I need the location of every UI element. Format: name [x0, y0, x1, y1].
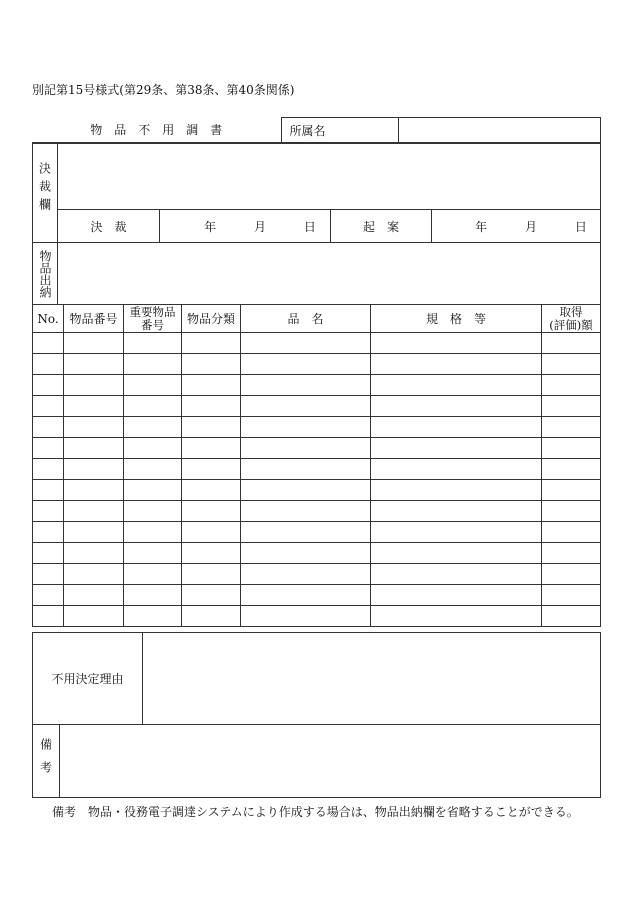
- draft-day-label: 日: [574, 219, 587, 234]
- cell-classification[interactable]: [182, 480, 241, 501]
- cell-no[interactable]: [33, 459, 64, 480]
- cell-item-name[interactable]: [241, 438, 371, 459]
- cell-classification[interactable]: [182, 417, 241, 438]
- remarks-label: 備考: [33, 725, 60, 798]
- cell-item-number[interactable]: [64, 459, 124, 480]
- cell-no[interactable]: [33, 438, 64, 459]
- cell-acquisition-value[interactable]: [542, 501, 601, 522]
- draft-month-label: 月: [524, 219, 537, 234]
- cell-item-name[interactable]: [241, 333, 371, 354]
- decision-month-label: 月: [253, 219, 266, 234]
- reason-field[interactable]: [143, 633, 601, 725]
- cell-important-item-number[interactable]: [124, 480, 182, 501]
- table-row: [33, 522, 601, 543]
- footnote: 備考 物品・役務電子調達システムにより作成する場合は、物品出納欄を省略することができる。: [52, 805, 579, 819]
- decision-year-label: 年: [204, 219, 217, 234]
- cell-specifications[interactable]: [371, 417, 542, 438]
- table-row: [33, 501, 601, 522]
- decision-block: [32, 143, 601, 305]
- table-row: [33, 417, 601, 438]
- cell-specifications[interactable]: [371, 501, 542, 522]
- cell-item-name[interactable]: [241, 501, 371, 522]
- cell-important-item-number[interactable]: [124, 354, 182, 375]
- cell-item-name[interactable]: [241, 396, 371, 417]
- draft-year-label: 年: [475, 219, 488, 234]
- header-specifications: 規 格 等: [371, 305, 542, 333]
- cell-important-item-number[interactable]: [124, 585, 182, 606]
- cell-specifications[interactable]: [371, 480, 542, 501]
- cell-no[interactable]: [33, 354, 64, 375]
- cell-specifications[interactable]: [371, 543, 542, 564]
- disbursement-area[interactable]: [58, 243, 601, 305]
- cell-item-number[interactable]: [64, 396, 124, 417]
- remarks-field[interactable]: [60, 725, 601, 798]
- affiliation-field[interactable]: [398, 118, 600, 143]
- table-row: [33, 375, 601, 396]
- cell-classification[interactable]: [182, 396, 241, 417]
- header-acquisition-value: 取得 (評価)額: [542, 305, 601, 333]
- cell-item-number[interactable]: [64, 564, 124, 585]
- cell-important-item-number[interactable]: [124, 333, 182, 354]
- table-row: [33, 480, 601, 501]
- cell-acquisition-value[interactable]: [542, 417, 601, 438]
- cell-acquisition-value[interactable]: [542, 522, 601, 543]
- cell-acquisition-value[interactable]: [542, 543, 601, 564]
- cell-classification[interactable]: [182, 522, 241, 543]
- table-row: [33, 438, 601, 459]
- cell-item-number[interactable]: [64, 543, 124, 564]
- items-body: [33, 333, 601, 627]
- cell-item-name[interactable]: [241, 606, 371, 627]
- cell-no[interactable]: [33, 501, 64, 522]
- table-row: [33, 606, 601, 627]
- form-caption: 別記第15号様式(第29条、第38条、第40条関係): [32, 83, 295, 97]
- cell-no[interactable]: [33, 585, 64, 606]
- cell-item-name[interactable]: [241, 354, 371, 375]
- cell-specifications[interactable]: [371, 333, 542, 354]
- decision-section-label: 決裁欄: [33, 144, 58, 243]
- cell-item-name[interactable]: [241, 564, 371, 585]
- cell-item-name[interactable]: [241, 417, 371, 438]
- decision-day-label: 日: [303, 219, 316, 234]
- cell-acquisition-value[interactable]: [542, 354, 601, 375]
- cell-classification[interactable]: [182, 606, 241, 627]
- cell-specifications[interactable]: [371, 459, 542, 480]
- table-row: [33, 543, 601, 564]
- cell-specifications[interactable]: [371, 606, 542, 627]
- cell-item-number[interactable]: [64, 375, 124, 396]
- cell-classification[interactable]: [182, 543, 241, 564]
- cell-important-item-number[interactable]: [124, 375, 182, 396]
- draft-date[interactable]: [432, 210, 601, 243]
- cell-item-name[interactable]: [241, 459, 371, 480]
- cell-specifications[interactable]: [371, 564, 542, 585]
- cell-classification[interactable]: [182, 501, 241, 522]
- cell-no[interactable]: [33, 522, 64, 543]
- decision-stamp-area[interactable]: [58, 144, 601, 210]
- cell-item-name[interactable]: [241, 585, 371, 606]
- cell-important-item-number[interactable]: [124, 522, 182, 543]
- cell-no[interactable]: [33, 396, 64, 417]
- cell-item-number[interactable]: [64, 522, 124, 543]
- reason-block: [32, 632, 601, 798]
- cell-acquisition-value[interactable]: [542, 438, 601, 459]
- cell-specifications[interactable]: [371, 438, 542, 459]
- reason-label: 不用決定理由: [33, 633, 143, 725]
- cell-classification[interactable]: [182, 354, 241, 375]
- cell-important-item-number[interactable]: [124, 543, 182, 564]
- cell-classification[interactable]: [182, 459, 241, 480]
- cell-classification[interactable]: [182, 375, 241, 396]
- cell-specifications[interactable]: [371, 585, 542, 606]
- header-no: No.: [33, 305, 64, 333]
- cell-item-number[interactable]: [64, 438, 124, 459]
- cell-acquisition-value[interactable]: [542, 564, 601, 585]
- affiliation-label: 所属名: [281, 118, 398, 143]
- cell-item-number[interactable]: [64, 480, 124, 501]
- cell-important-item-number[interactable]: [124, 564, 182, 585]
- cell-item-name[interactable]: [241, 543, 371, 564]
- cell-item-number[interactable]: [64, 354, 124, 375]
- cell-classification[interactable]: [182, 564, 241, 585]
- cell-specifications[interactable]: [371, 522, 542, 543]
- cell-item-number[interactable]: [64, 501, 124, 522]
- cell-important-item-number[interactable]: [124, 417, 182, 438]
- cell-acquisition-value[interactable]: [542, 375, 601, 396]
- cell-item-name[interactable]: [241, 480, 371, 501]
- items-table: [32, 304, 601, 627]
- cell-item-number[interactable]: [64, 606, 124, 627]
- cell-acquisition-value[interactable]: [542, 459, 601, 480]
- table-row: [33, 585, 601, 606]
- cell-no[interactable]: [33, 606, 64, 627]
- draft-label: 起 案: [331, 210, 432, 243]
- cell-no[interactable]: [33, 543, 64, 564]
- header-item-number: 物品番号: [64, 305, 124, 333]
- form-title: 物 品 不 用 調 書: [32, 118, 281, 143]
- cell-specifications[interactable]: [371, 396, 542, 417]
- cell-no[interactable]: [33, 333, 64, 354]
- cell-important-item-number[interactable]: [124, 459, 182, 480]
- table-row: [33, 396, 601, 417]
- decision-date[interactable]: [160, 210, 331, 243]
- cell-acquisition-value[interactable]: [542, 585, 601, 606]
- cell-acquisition-value[interactable]: [542, 480, 601, 501]
- header-classification: 物品分類: [182, 305, 241, 333]
- cell-item-number[interactable]: [64, 585, 124, 606]
- decision-label: 決 裁: [58, 210, 160, 243]
- table-row: [33, 564, 601, 585]
- cell-classification[interactable]: [182, 585, 241, 606]
- cell-important-item-number[interactable]: [124, 501, 182, 522]
- disbursement-label: 物品出納: [33, 243, 58, 305]
- cell-classification[interactable]: [182, 333, 241, 354]
- header-important-item-number: 重要物品 番号: [124, 305, 182, 333]
- table-row: [33, 333, 601, 354]
- cell-item-number[interactable]: [64, 333, 124, 354]
- title-row: [32, 117, 601, 143]
- cell-important-item-number[interactable]: [124, 606, 182, 627]
- cell-no[interactable]: [33, 564, 64, 585]
- cell-no[interactable]: [33, 375, 64, 396]
- table-row: [33, 354, 601, 375]
- cell-important-item-number[interactable]: [124, 438, 182, 459]
- cell-no[interactable]: [33, 417, 64, 438]
- cell-specifications[interactable]: [371, 375, 542, 396]
- cell-item-name[interactable]: [241, 522, 371, 543]
- cell-specifications[interactable]: [371, 354, 542, 375]
- cell-acquisition-value[interactable]: [542, 606, 601, 627]
- cell-item-number[interactable]: [64, 417, 124, 438]
- cell-acquisition-value[interactable]: [542, 396, 601, 417]
- cell-important-item-number[interactable]: [124, 396, 182, 417]
- cell-no[interactable]: [33, 480, 64, 501]
- cell-acquisition-value[interactable]: [542, 333, 601, 354]
- cell-item-name[interactable]: [241, 375, 371, 396]
- table-row: [33, 459, 601, 480]
- header-item-name: 品 名: [241, 305, 371, 333]
- cell-classification[interactable]: [182, 438, 241, 459]
